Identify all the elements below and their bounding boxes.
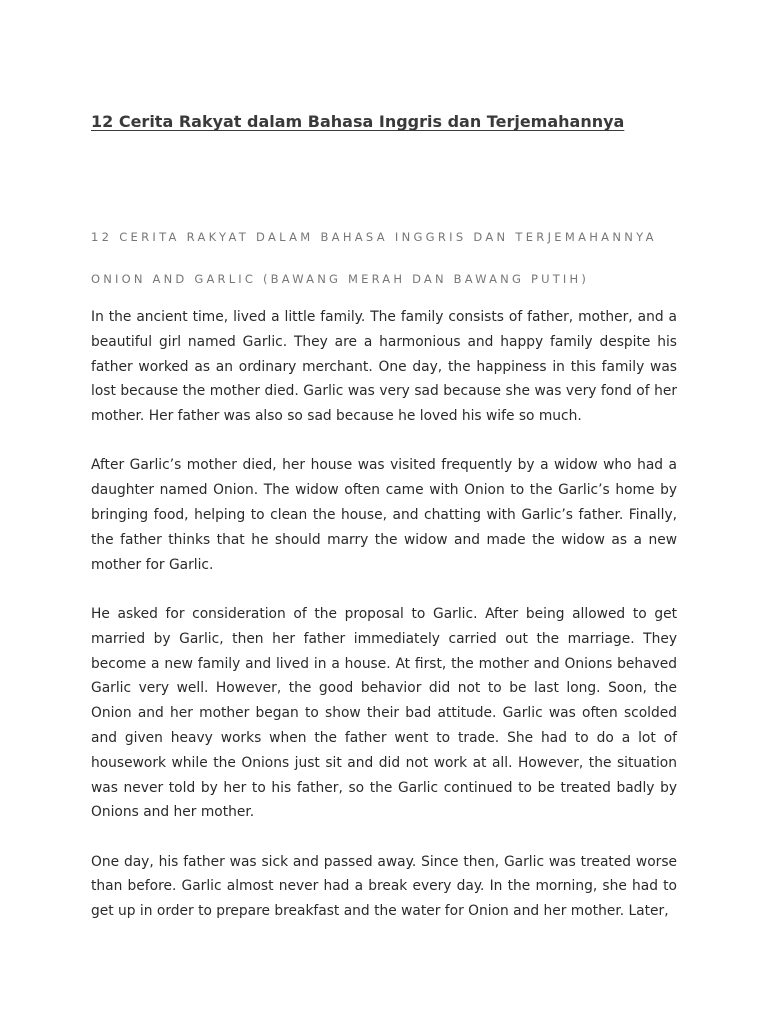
paragraph: He asked for consideration of the proposal to Garlic. After being allowed to get married by Garlic, then her father immediately carried out the marriage. They become a new family and lived in a house. At first, the mother and Onions behaved Garlic very well. However, the good behavior did not to be last long. Soon, the Onion and her mother began to show their bad attitude. Garlic was often scolded and given heavy works when the father went to trade. She had to do a lot of housework while the Onions just sit and did not work at all. However, the situation was never told by her to his father, so the Garlic continued to be treated badly by Onions and her mother. (91, 605, 677, 821)
document-title: 12 Cerita Rakyat dalam Bahasa Inggris dan Terjemahannya (91, 112, 625, 131)
paragraph: After Garlic’s mother died, her house was visited frequently by a widow who had a daughter named Onion. The widow often came with Onion to the Garlic’s home by bringing food, helping to clean the house, and chatting with Garlic’s father. Finally, the father thinks that he should marry the widow and made the widow as a new mother for Garlic. (91, 457, 677, 573)
section-heading: 12 CERITA RAKYAT DALAM BAHASA INGGRIS DAN TERJEMAHANNYA (91, 230, 657, 244)
paragraph: In the ancient time, lived a little family. The family consists of father, mother, and a beautiful girl named Garlic. They are a harmonious and happy family despite his father worked as an ordinary merchant. One day, the happiness in this family was lost because the mother died. Garlic was very sad because she was very fond of her mother. Her father was also so sad because he loved his wife so much. (91, 309, 677, 425)
story-heading: ONION AND GARLIC (BAWANG MERAH DAN BAWANG PUTIH) (91, 272, 590, 286)
document-page (91, 0, 677, 1024)
story-body (91, 305, 677, 949)
paragraph: One day, his father was sick and passed away. Since then, Garlic was treated worse than before. Garlic almost never had a break every day. In the morning, she had to get up in order to prepare breakfast and the water for Onion and her mother. Later, (91, 853, 677, 920)
